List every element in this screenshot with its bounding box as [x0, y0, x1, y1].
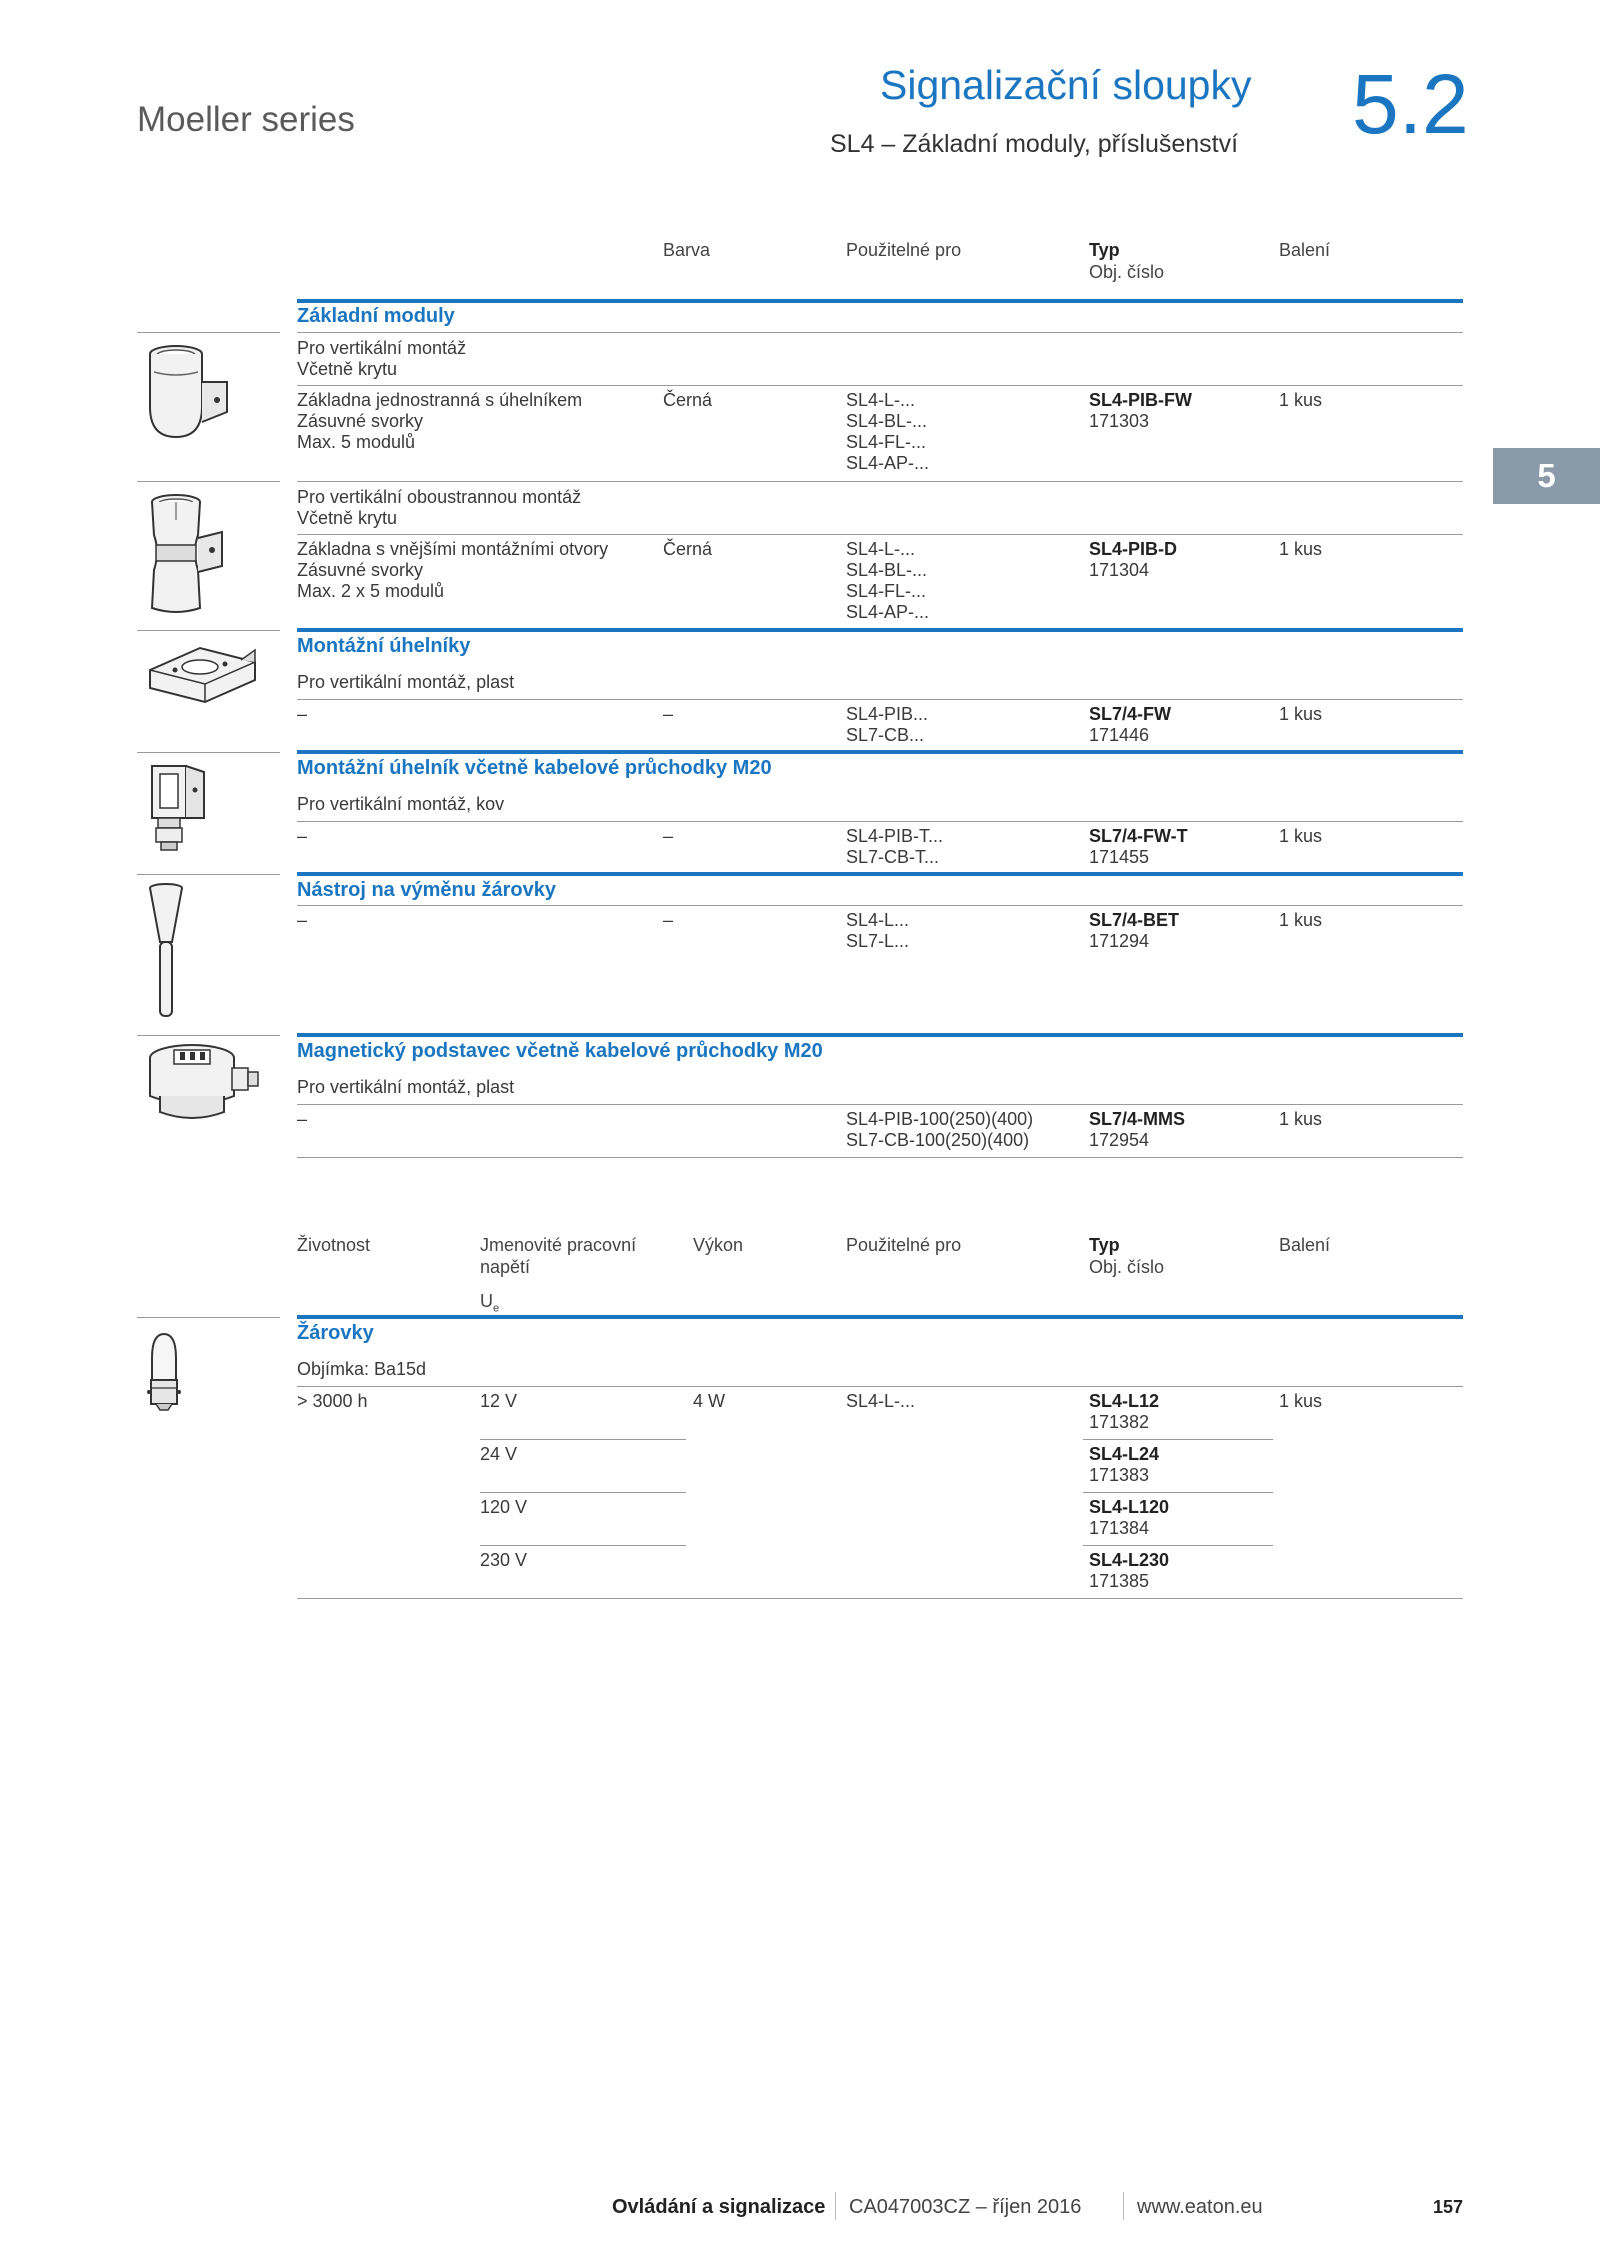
order-number: 171294 [1089, 931, 1150, 951]
compatible-cell: SL4-PIB-100(250)(400) [846, 1109, 1034, 1129]
compatible-cell: SL4-FL-... [846, 432, 927, 452]
page-number: 157 [1433, 2197, 1464, 2217]
image-divider [137, 1317, 280, 1318]
chapter-tab[interactable]: 5 [1493, 448, 1600, 504]
row-divider [297, 385, 1463, 386]
voltage-cell: 230 V [480, 1550, 528, 1570]
desc-line: Pro vertikální oboustrannou montáž [297, 487, 582, 507]
compatible-cell: SL4-L-... [846, 539, 916, 559]
category-title-zarovky: Žárovky [297, 1322, 374, 1344]
desc-cell: – [297, 910, 308, 930]
compatible-cell: SL4-AP-... [846, 453, 930, 473]
compatible-cell: SL4-BL-... [846, 411, 928, 431]
category-title-nastroj: Nástroj na výměnu žárovky [297, 879, 556, 901]
footer-website[interactable]: www.eaton.eu [1137, 2196, 1263, 2218]
compatible-cell: SL7-CB-T... [846, 847, 940, 867]
category-title-uhelniky: Montážní úhelníky [297, 635, 471, 657]
desc-line: Max. 2 x 5 modulů [297, 581, 445, 601]
barva-cell: Černá [663, 390, 713, 410]
row-divider [297, 534, 1463, 535]
order-number: 171455 [1089, 847, 1150, 867]
footer-section: Ovládání a signalizace [612, 2196, 826, 2218]
compatible-cell: SL4-L-... [846, 1391, 916, 1411]
row-divider [297, 481, 1463, 482]
footer-separator [835, 2192, 836, 2220]
bulb-tool-image [146, 882, 186, 1022]
col-header-napeti: Jmenovité pracovní [480, 1235, 637, 1255]
plastic-bracket-image [145, 640, 260, 710]
row-divider [297, 1157, 1463, 1158]
row-divider [480, 1545, 686, 1546]
packaging-cell: 1 kus [1279, 390, 1323, 410]
desc-line: Zásuvné svorky [297, 560, 424, 580]
desc-line: Včetně krytu [297, 508, 398, 528]
desc-line: Základna s vnějšími montážními otvory [297, 539, 609, 559]
row-divider [1083, 1439, 1273, 1440]
ue-symbol: U [480, 1291, 493, 1311]
compatible-cell: SL7-CB... [846, 725, 925, 745]
page-title: Signalizační sloupky [880, 62, 1252, 108]
desc-line: Zásuvné svorky [297, 411, 424, 431]
desc-cell: – [297, 826, 308, 846]
packaging-cell: 1 kus [1279, 539, 1323, 559]
barva-cell: – [663, 826, 674, 846]
col-header-zivotnost: Životnost [297, 1235, 371, 1255]
barva-cell: – [663, 704, 674, 724]
order-number: 171303 [1089, 411, 1150, 431]
type-code[interactable]: SL4-L12 [1089, 1391, 1160, 1411]
type-code[interactable]: SL7/4-BET [1089, 910, 1180, 930]
type-code[interactable]: SL7/4-MMS [1089, 1109, 1186, 1129]
desc-line: Max. 5 modulů [297, 432, 416, 452]
sub-desc: Pro vertikální montáž, plast [297, 672, 515, 692]
row-divider [297, 1104, 1463, 1105]
col-header-vykon: Výkon [693, 1235, 744, 1255]
col-header-baleni: Balení [1279, 1235, 1331, 1255]
order-number: 171383 [1089, 1465, 1150, 1485]
row-divider [297, 905, 1463, 906]
desc-line: Pro vertikální montáž [297, 338, 467, 358]
row-divider [297, 699, 1463, 700]
row-divider [480, 1439, 686, 1440]
section-number: 5.2 [1352, 57, 1469, 151]
series-name: Moeller series [137, 100, 355, 139]
compatible-cell: SL4-BL-... [846, 560, 928, 580]
type-code[interactable]: SL4-L230 [1089, 1550, 1170, 1570]
row-divider [297, 821, 1463, 822]
table-bottom-rule [297, 1598, 1463, 1599]
image-divider [137, 630, 280, 631]
order-number: 171384 [1089, 1518, 1150, 1538]
col-header-barva: Barva [663, 240, 711, 260]
footer-catalog: CA047003CZ – říjen 2016 [849, 2196, 1082, 2218]
double-side-base-image [142, 490, 232, 620]
metal-bracket-image [144, 758, 214, 853]
compatible-cell: SL4-L-... [846, 390, 916, 410]
type-code[interactable]: SL7/4-FW-T [1089, 826, 1188, 846]
type-code[interactable]: SL4-PIB-FW [1089, 390, 1192, 410]
col-header-obj: Obj. číslo [1089, 262, 1165, 282]
packaging-cell: 1 kus [1279, 910, 1323, 930]
section-rule [297, 1033, 1463, 1037]
compatible-cell: SL4-L... [846, 910, 910, 930]
type-code[interactable]: SL4-PIB-D [1089, 539, 1178, 559]
section-rule [297, 750, 1463, 754]
category-title-uhelnik-m20: Montážní úhelník včetně kabelové průchodky M20 [297, 757, 772, 779]
compatible-cell: SL4-FL-... [846, 581, 927, 601]
row-divider [480, 1492, 686, 1493]
compatible-cell: SL4-PIB-T... [846, 826, 944, 846]
packaging-cell: 1 kus [1279, 826, 1323, 846]
type-code[interactable]: SL7/4-FW [1089, 704, 1172, 724]
footer-separator [1123, 2192, 1124, 2220]
voltage-cell: 120 V [480, 1497, 528, 1517]
type-code[interactable]: SL4-L120 [1089, 1497, 1170, 1517]
packaging-cell: 1 kus [1279, 1109, 1323, 1129]
compatible-cell: SL4-AP-... [846, 602, 930, 622]
row-divider [1083, 1545, 1273, 1546]
col-header-obj: Obj. číslo [1089, 1257, 1165, 1277]
col-header-typ: Typ [1089, 1235, 1120, 1255]
magnetic-base-image [142, 1040, 262, 1125]
col-header-pouzitelne: Použitelné pro [846, 240, 962, 260]
row-divider [297, 332, 1463, 333]
bulb-image [146, 1328, 182, 1413]
desc-cell: – [297, 704, 308, 724]
power-cell: 4 W [693, 1391, 726, 1411]
col-header-napeti: napětí [480, 1257, 531, 1277]
order-number: 171385 [1089, 1571, 1150, 1591]
desc-cell: – [297, 1109, 308, 1129]
order-number: 171304 [1089, 560, 1150, 580]
type-code[interactable]: SL4-L24 [1089, 1444, 1160, 1464]
barva-cell: – [663, 910, 674, 930]
voltage-cell: 24 V [480, 1444, 518, 1464]
image-divider [137, 874, 280, 875]
section-rule [297, 1315, 1463, 1319]
image-divider [137, 1035, 280, 1036]
sub-desc: Objímka: Ba15d [297, 1359, 427, 1379]
sub-desc: Pro vertikální montáž, plast [297, 1077, 515, 1097]
voltage-cell: 12 V [480, 1391, 518, 1411]
compatible-cell: SL7-CB-100(250)(400) [846, 1130, 1030, 1150]
category-title-zakladni: Základní moduly [297, 305, 455, 327]
order-number: 172954 [1089, 1130, 1150, 1150]
desc-line: Včetně krytu [297, 359, 398, 379]
col-header-typ: Typ [1089, 240, 1120, 260]
row-divider [297, 1386, 1463, 1387]
col-header-pouzitelne: Použitelné pro [846, 1235, 962, 1255]
order-number: 171446 [1089, 725, 1150, 745]
image-divider [137, 752, 280, 753]
packaging-cell: 1 kus [1279, 704, 1323, 724]
row-divider [1083, 1492, 1273, 1493]
order-number: 171382 [1089, 1412, 1150, 1432]
image-divider [137, 332, 280, 333]
section-rule [297, 872, 1463, 876]
barva-cell: Černá [663, 539, 713, 559]
section-rule [297, 299, 1463, 303]
sub-desc: Pro vertikální montáž, kov [297, 794, 505, 814]
section-rule [297, 628, 1463, 632]
ue-subscript: e [493, 1302, 500, 1315]
image-divider [137, 481, 280, 482]
compatible-cell: SL4-PIB... [846, 704, 929, 724]
category-title-magneticky: Magnetický podstavec včetně kabelové průchodky M20 [297, 1040, 823, 1062]
lifetime-cell: > 3000 h [297, 1391, 368, 1411]
desc-line: Základna jednostranná s úhelníkem [297, 390, 583, 410]
packaging-cell: 1 kus [1279, 1391, 1323, 1411]
single-side-base-image [142, 342, 232, 447]
compatible-cell: SL7-L... [846, 931, 910, 951]
col-header-baleni: Balení [1279, 240, 1331, 260]
page-subtitle: SL4 – Základní moduly, příslušenství [830, 130, 1239, 158]
